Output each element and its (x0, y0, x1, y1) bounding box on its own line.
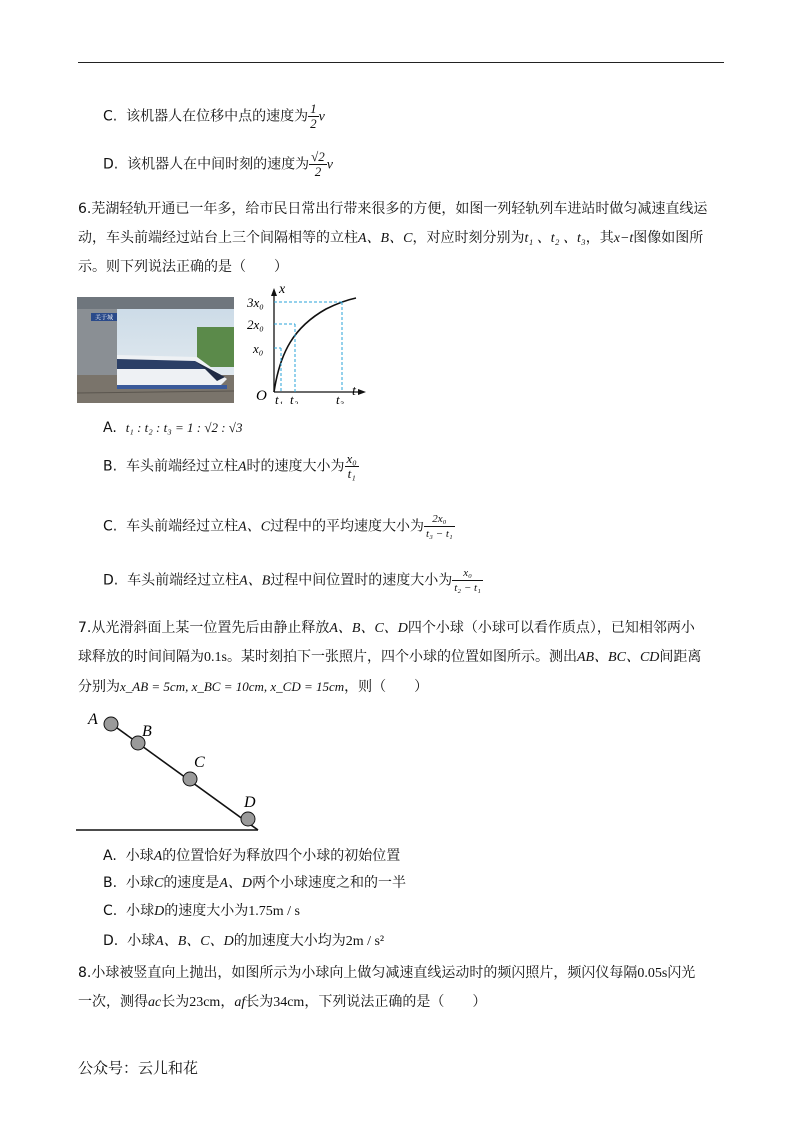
y-axis-label: x (279, 282, 286, 297)
fraction: $\frac{√2}{2}$ (311, 149, 325, 179)
label-a: A (88, 711, 98, 728)
q7-option-c: C. 小球D的速度大小为1.75m / s (103, 903, 300, 919)
x-tick-t3: t₃ (336, 392, 345, 404)
q7-stem: 7.从光滑斜面上某一位置先后由静止释放A、B、C、D四个小球（小球可以看作质点），已知相邻两小 球释放的时间间隔为0.1s。某时刻拍下一张照片，四个小球的位置如图所示。测出AB、BC、CD间距离 分别为x_AB = 5cm, x_BC = 10cm, x_CD = 15cm，则（ ） (78, 620, 702, 695)
svg-text:关于城: 关于城 (94, 314, 114, 322)
q7-option-a: A. 小球A的位置恰好为释放四个小球的初始位置 (103, 848, 401, 864)
q6-option-a: A. t₁ : t₂ : t₃ = 1 : √2 : √3 (103, 420, 243, 436)
q6-option-c: C. 车头前端经过立柱A、C过程中的平均速度大小为 $\frac{\text{2x₀}}{\text{t₃ − t₁}}$ (103, 513, 453, 540)
q8-stem: 8.小球被竖直向上抛出，如图所示为小球向上做匀减速直线运动时的频闪照片，频闪仪每隔0.05s闪光 一次，测得ac长为23cm，af长为34cm，下列说法正确的是（ ） (78, 965, 696, 1010)
ball-d (241, 812, 255, 826)
fraction: $\frac{\text{x₀}}{\text{t₂ − t₁}}$ (454, 567, 481, 594)
label-d: D (244, 794, 256, 811)
fraction: $\frac{1}{2}$ (310, 101, 317, 131)
train-photo (77, 297, 234, 403)
ball-a (104, 717, 118, 731)
y-tick-x0: x₀ (253, 341, 264, 356)
q5-option-c: C. 该机器人在位移中点的速度为 $\frac{1}{2}$ v (103, 101, 325, 131)
y-tick-3x0: 3x₀ (247, 295, 264, 310)
q7-option-b: B. 小球C的速度是A、D两个小球速度之和的一半 (103, 875, 406, 891)
q6-stem: 6.芜湖轻轨开通已一年多，给市民日常出行带来很多的方便，如图一列轻轨列车进站时做匀减速直线运 动，车头前端经过站台上三个间隔相等的立柱A、B、C，对应时刻分别为t₁ 、t₂ 、t₃，其x−t图像如图所 示。则下列说法正确的是（ ） (78, 201, 708, 275)
q6-option-d: D. 车头前端经过立柱A、B过程中间位置时的速度大小为 $\frac{\text{x₀}}{\text{t₂ − t₁}}$ (103, 567, 481, 594)
header-rule (78, 62, 724, 63)
label-b: B (142, 723, 152, 740)
fraction: $\frac{\text{2x₀}}{\text{t₃ − t₁}}$ (426, 513, 453, 540)
footer-text: 公众号：云儿和花 (78, 1059, 199, 1077)
xt-graph (246, 282, 370, 408)
incline-figure (76, 706, 266, 840)
q7-option-d: D. 小球A、B、C、D的加速度大小均为2m / s² (103, 933, 385, 949)
ball-c (183, 772, 197, 786)
q6-option-b: B. 车头前端经过立柱A时的速度大小为 $\frac{\text{x₀}}{\text{t₁}}$ (103, 451, 357, 481)
q5-option-d: D. 该机器人在中间时刻的速度为 $\frac{√2}{2}$ v (103, 149, 333, 179)
fraction: $\frac{\text{x₀}}{\text{t₁}}$ (346, 451, 357, 481)
origin-label: O (256, 388, 267, 404)
x-tick-t1: t₁ (275, 392, 284, 404)
y-tick-2x0: 2x₀ (247, 317, 264, 332)
x-axis-label: t (352, 384, 356, 399)
label-c: C (194, 754, 205, 771)
x-tick-t2: t₂ (290, 392, 299, 404)
